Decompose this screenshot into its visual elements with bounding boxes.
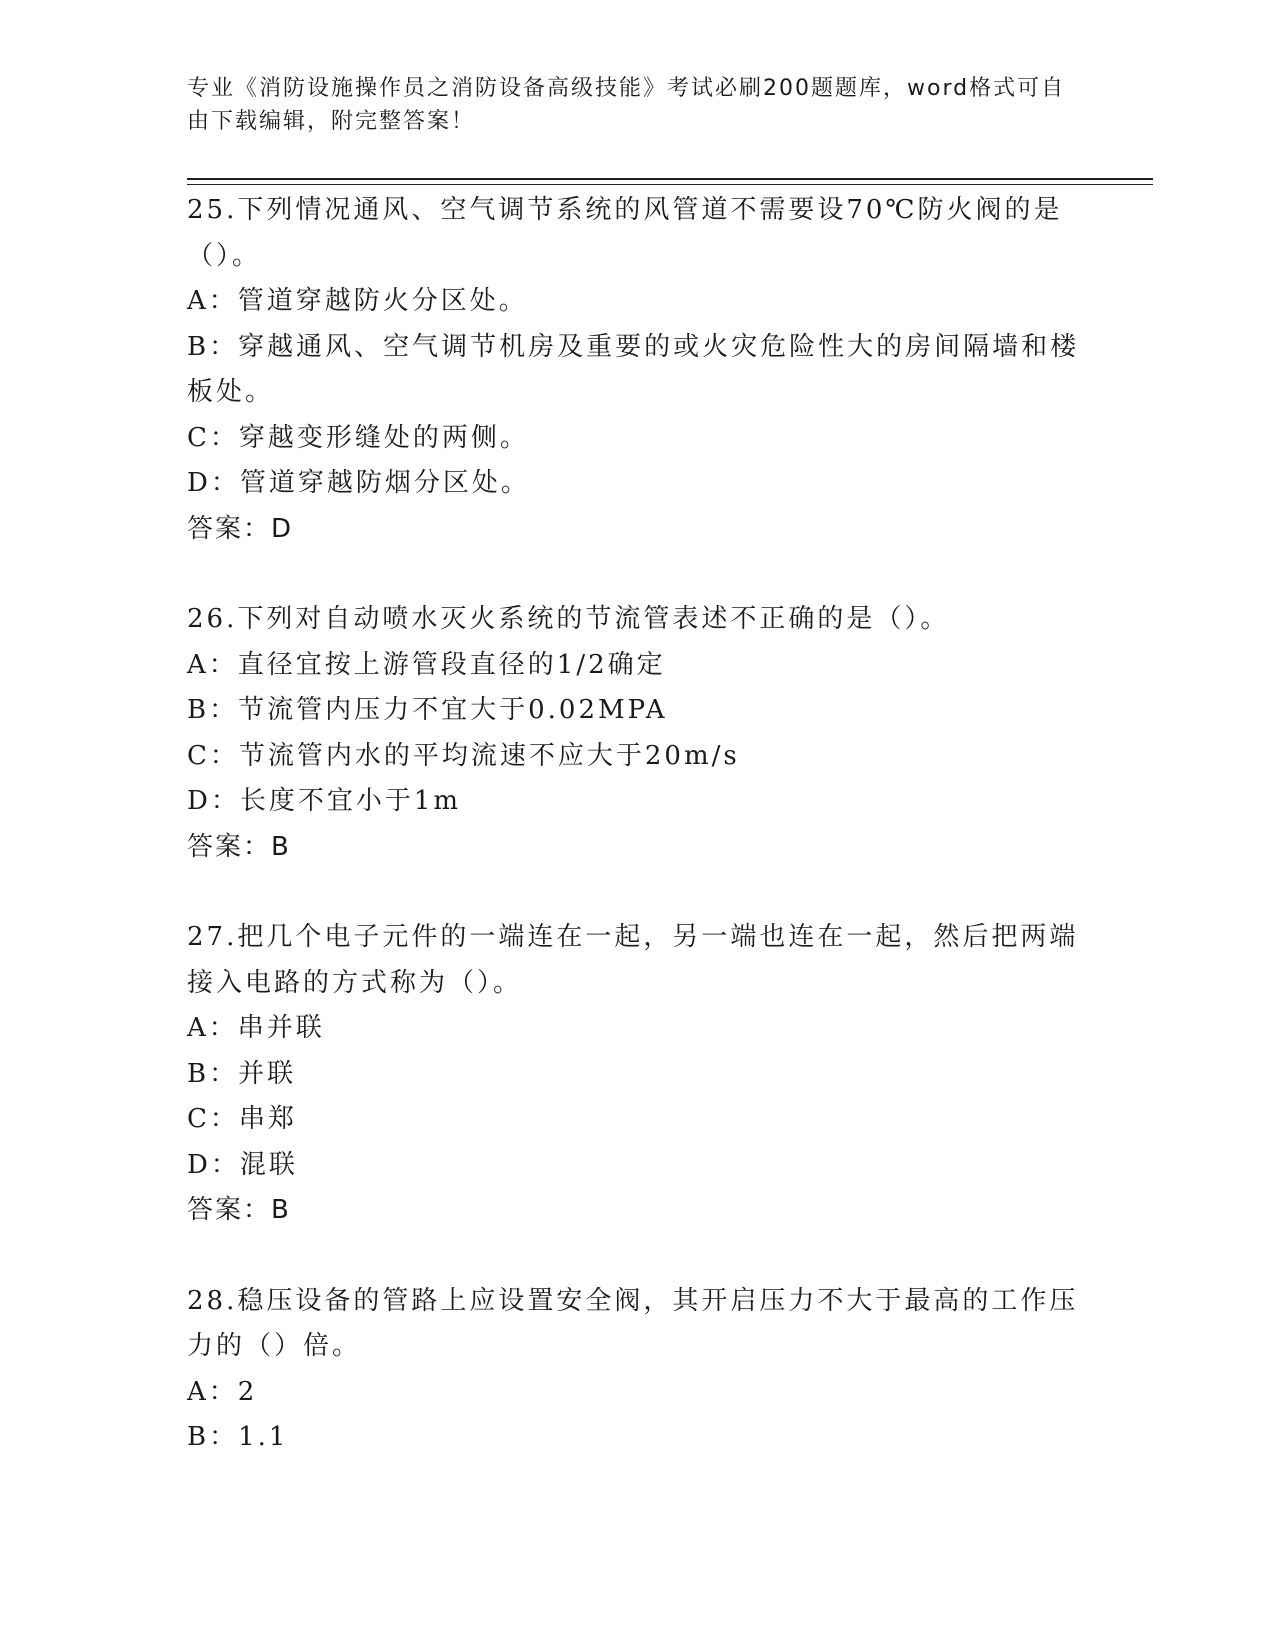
option-d: D：长度不宜小于1m	[187, 786, 462, 816]
option-a: A：2	[187, 1376, 258, 1407]
option-a: A：管道穿越防火分区处。	[187, 286, 528, 316]
question-stem: 27.把几个电子元件的一端连在一起，另一端也连在一起，然后把两端接入电路的方式称为（）。	[187, 922, 1079, 998]
answer-line: 答案：B	[187, 1195, 291, 1225]
option-b: B：并联	[187, 1058, 297, 1089]
question-27	[187, 915, 1087, 1234]
option-d: D：混联	[187, 1149, 298, 1180]
option-c: C：穿越变形缝处的两侧。	[187, 422, 529, 453]
question-28	[187, 1279, 1087, 1461]
answer-line: 答案：B	[187, 831, 291, 862]
question-25	[187, 188, 1087, 552]
option-c: C：串郑	[187, 1104, 297, 1134]
option-c: C：节流管内水的平均流速不应大于20m/s	[187, 740, 740, 771]
question-26	[187, 597, 1087, 870]
option-a: A：直径宜按上游管段直径的1/2确定	[187, 649, 666, 680]
question-list	[187, 188, 1087, 1506]
option-d: D：管道穿越防烟分区处。	[187, 468, 530, 498]
question-stem: 25.下列情况通风、空气调节系统的风管道不需要设70℃防火阀的是（）。	[187, 195, 1063, 271]
question-stem: 26.下列对自动喷水灭火系统的节流管表述不正确的是（）。	[187, 604, 950, 634]
option-b: B：节流管内压力不宜大于0.02MPA	[187, 695, 668, 725]
question-stem: 28.稳压设备的管路上应设置安全阀，其开启压力不大于最高的工作压力的（）倍。	[187, 1285, 1079, 1361]
option-b: B：穿越通风、空气调节机房及重要的或火灾危险性大的房间隔墙和楼板处。	[187, 331, 1080, 407]
document-header: 专业《消防设施操作员之消防设备高级技能》考试必刷200题题库，word格式可自由下载编辑，附完整答案！	[187, 76, 1066, 134]
option-b: B：1.1	[187, 1422, 289, 1452]
header-divider-thick	[187, 178, 1153, 180]
option-a: A：串并联	[187, 1013, 325, 1043]
answer-line: 答案：D	[187, 513, 294, 544]
header-divider-thin	[187, 184, 1153, 185]
